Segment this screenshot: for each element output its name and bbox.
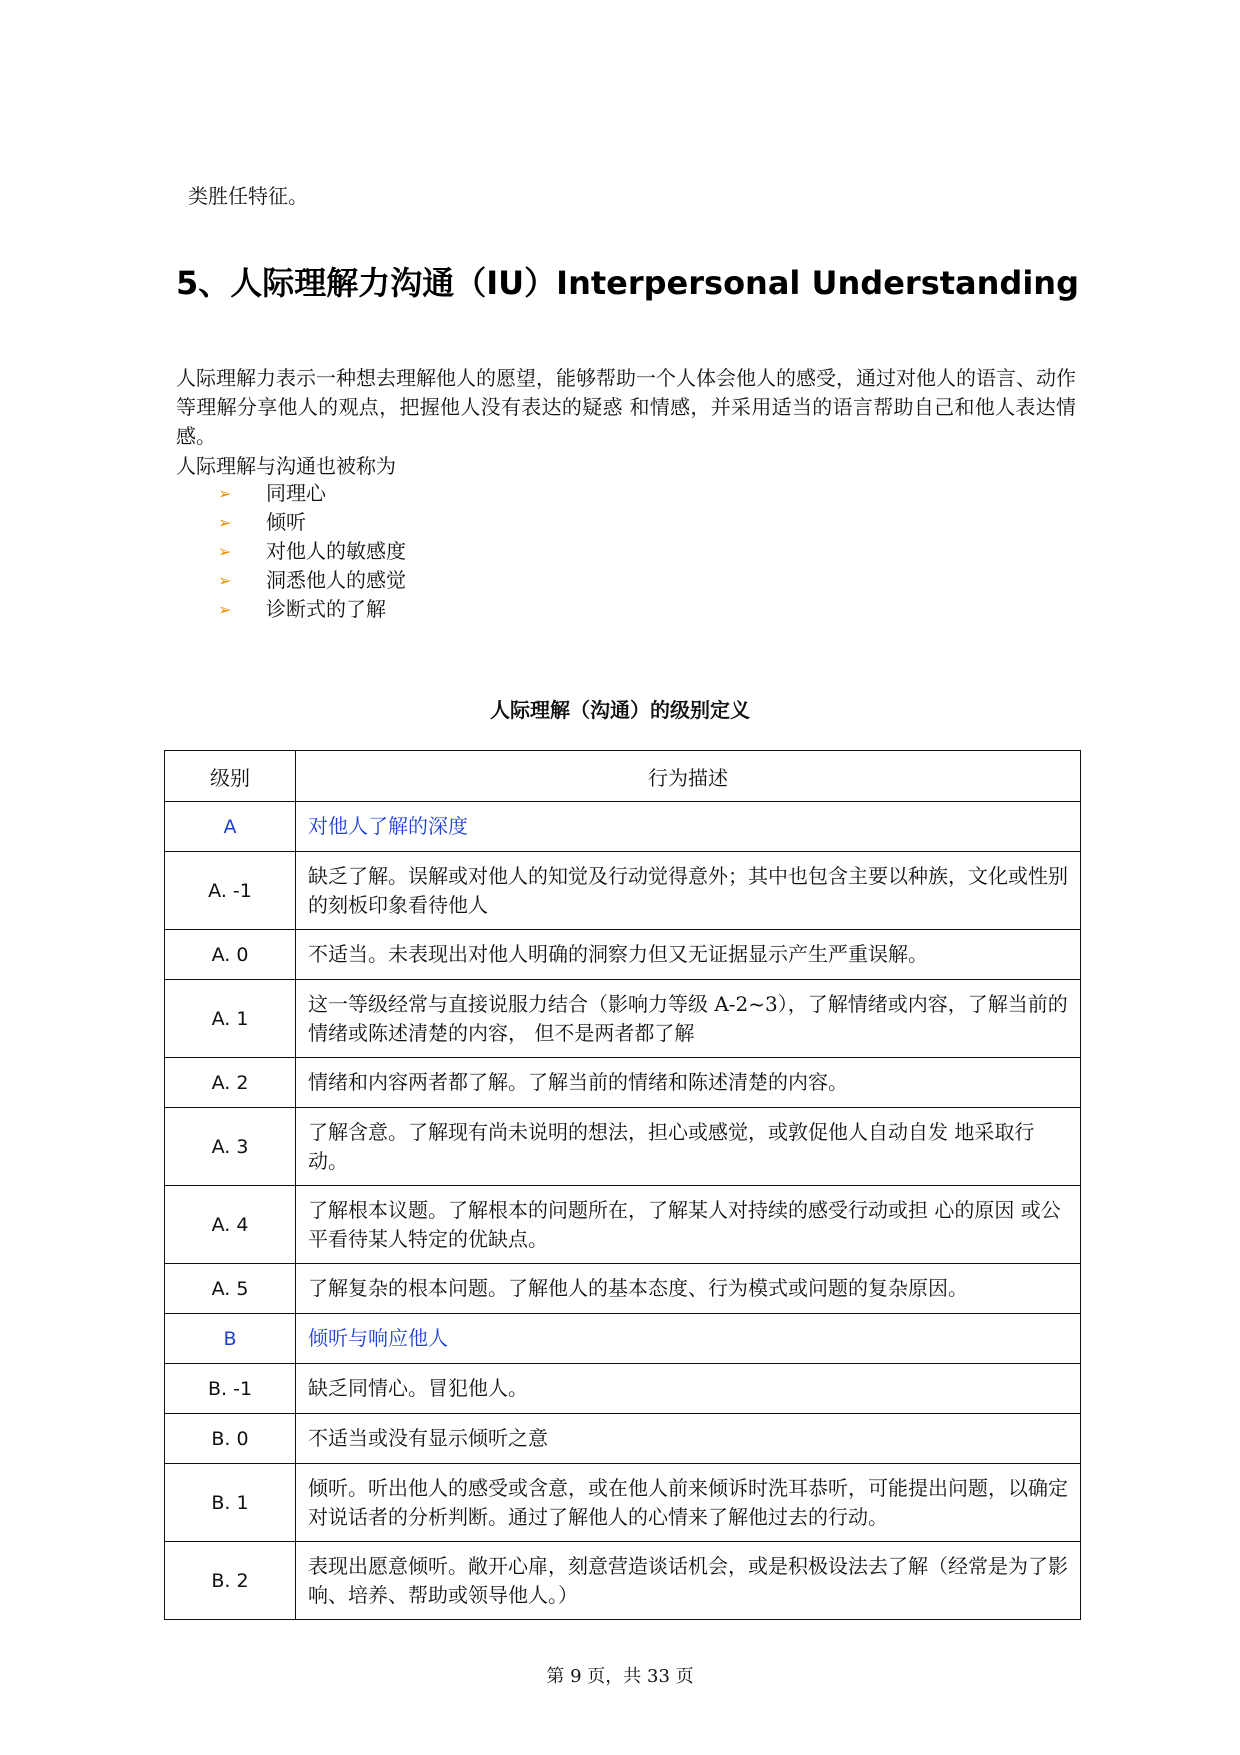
level-cell: A. 0 [165, 930, 296, 980]
level-cell: A [165, 802, 296, 852]
list-item: ➢ 同理心 [218, 479, 406, 508]
alias-list [218, 479, 406, 624]
description-cell: 倾听与响应他人 [296, 1314, 1081, 1364]
level-cell: B. 2 [165, 1542, 296, 1620]
alias-intro: 人际理解与沟通也被称为 [176, 454, 396, 478]
level-cell: B [165, 1314, 296, 1364]
list-item: ➢ 对他人的敏感度 [218, 537, 406, 566]
table-row [165, 1314, 1081, 1364]
level-cell: A. 3 [165, 1108, 296, 1186]
table-row [165, 1542, 1081, 1620]
arrow-right-icon: ➢ [218, 542, 232, 561]
list-item: ➢ 诊断式的了解 [218, 595, 406, 624]
level-cell: A. 2 [165, 1058, 296, 1108]
list-item: ➢ 倾听 [218, 508, 406, 537]
description-cell: 对他人了解的深度 [296, 802, 1081, 852]
level-cell: B. 0 [165, 1414, 296, 1464]
description-cell: 了解含意。了解现有尚未说明的想法，担心或感觉，或敦促他人自动自发 地采取行动。 [296, 1108, 1081, 1186]
description-cell: 缺乏同情心。冒犯他人。 [296, 1364, 1081, 1414]
description-cell: 不适当或没有显示倾听之意 [296, 1414, 1081, 1464]
description-cell: 倾听。听出他人的感受或含意，或在他人前来倾诉时洗耳恭听，可能提出问题，以确定对说话者的分析判断。通过了解他人的心情来了解他过去的行动。 [296, 1464, 1081, 1542]
level-cell: A. 1 [165, 980, 296, 1058]
list-item: ➢ 洞悉他人的感觉 [218, 566, 406, 595]
table-row [165, 852, 1081, 930]
level-definition-table [164, 750, 1081, 1620]
table-title: 人际理解（沟通）的级别定义 [490, 698, 750, 722]
table-row [165, 1264, 1081, 1314]
description-cell: 表现出愿意倾听。敞开心扉，刻意营造谈话机会，或是积极设法去了解（经常是为了影响、培养、帮助或领导他人。） [296, 1542, 1081, 1620]
level-cell: A. 5 [165, 1264, 296, 1314]
description-cell: 情绪和内容两者都了解。了解当前的情绪和陈述清楚的内容。 [296, 1058, 1081, 1108]
arrow-right-icon: ➢ [218, 600, 232, 619]
header-description: 行为描述 [296, 751, 1081, 802]
table-row [165, 1464, 1081, 1542]
table-header-row [165, 751, 1081, 802]
intro-paragraph: 人际理解力表示一种想去理解他人的愿望，能够帮助一个人体会他人的感受，通过对他人的语言、动作等理解分享他人的观点，把握他人没有表达的疑惑 和情感，并采用适当的语言帮助自己和他人表达情感。 [176, 366, 1076, 448]
table-row [165, 1364, 1081, 1414]
table-row [165, 1058, 1081, 1108]
description-cell: 这一等级经常与直接说服力结合（影响力等级 A-2~3），了解情绪或内容，了解当前的情绪或陈述清楚的内容， 但不是两者都了解 [296, 980, 1081, 1058]
arrow-right-icon: ➢ [218, 484, 232, 503]
level-cell: B. 1 [165, 1464, 296, 1542]
level-cell: B. -1 [165, 1364, 296, 1414]
page-footer: 第 9 页，共 33 页 [546, 1666, 694, 1687]
table-row [165, 1186, 1081, 1264]
level-cell: A. -1 [165, 852, 296, 930]
description-cell: 缺乏了解。误解或对他人的知觉及行动觉得意外；其中也包含主要以种族，文化或性别的刻板印象看待他人 [296, 852, 1081, 930]
level-cell: A. 4 [165, 1186, 296, 1264]
description-cell: 不适当。未表现出对他人明确的洞察力但又无证据显示产生严重误解。 [296, 930, 1081, 980]
lead-text: 类胜任特征。 [188, 184, 308, 208]
table-row [165, 802, 1081, 852]
table-row [165, 1414, 1081, 1464]
table-row [165, 930, 1081, 980]
table-row [165, 1108, 1081, 1186]
description-cell: 了解根本议题。了解根本的问题所在，了解某人对持续的感受行动或担 心的原因 或公平看待某人特定的优缺点。 [296, 1186, 1081, 1264]
arrow-right-icon: ➢ [218, 513, 232, 532]
section-heading: 5、人际理解力沟通（IU）Interpersonal Understanding [176, 264, 1079, 302]
arrow-right-icon: ➢ [218, 571, 232, 590]
table-row [165, 980, 1081, 1058]
description-cell: 了解复杂的根本问题。了解他人的基本态度、行为模式或问题的复杂原因。 [296, 1264, 1081, 1314]
header-level: 级别 [165, 751, 296, 802]
